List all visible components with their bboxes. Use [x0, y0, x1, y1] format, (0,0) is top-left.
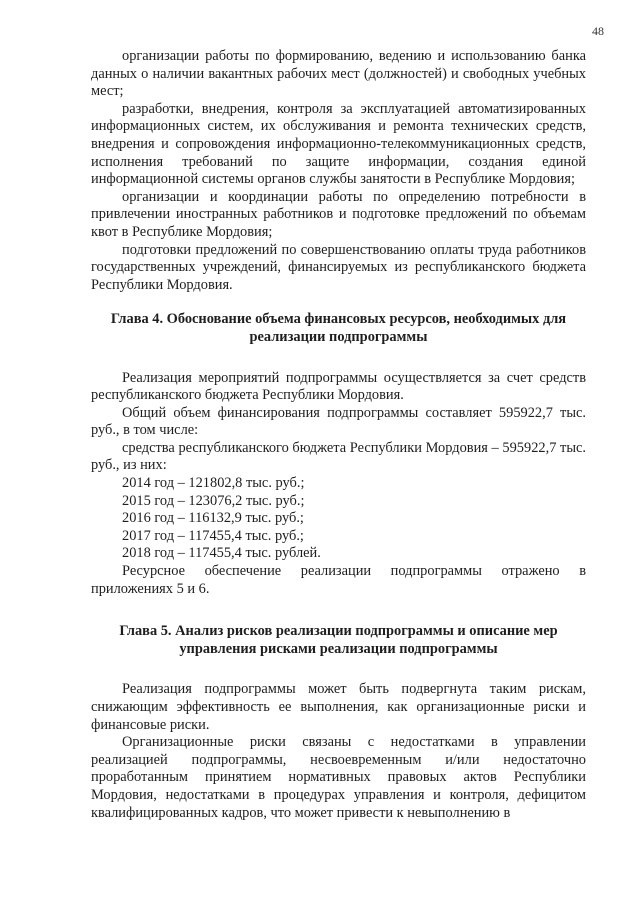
- chapter5-paragraph-1: Реализация подпрограммы может быть подвергнута таким рискам, снижающим эффективность ее выполнения, как организационные риски и финансовые риски.: [91, 681, 586, 733]
- funding-by-year-list: [91, 475, 586, 563]
- chapter4-heading: [91, 311, 586, 346]
- chapter4-heading-line2: реализации подпрограммы: [249, 328, 428, 345]
- chapter4-total: Общий объем финансирования подпрограммы составляет 595922,7 тыс. руб., в том числе:: [91, 404, 586, 439]
- funding-year-2016: 2016 год – 116132,9 тыс. руб.;: [122, 510, 304, 527]
- chapter5-heading-line1: Глава 5. Анализ рисков реализации подпрограммы и описание мер: [119, 623, 558, 640]
- chapter4-intro: Реализация мероприятий подпрограммы осуществляется за счет средств республиканского бюджета Республики Мордовия.: [91, 369, 586, 404]
- top-paragraph-1: организации работы по формированию, ведению и использованию банка данных о наличии вакантных рабочих мест (должностей) и свободных учебных мест;: [91, 48, 586, 100]
- chapter5-heading: [91, 623, 586, 658]
- funding-year-2017: 2017 год – 117455,4 тыс. руб.;: [122, 527, 304, 544]
- page-number: 48: [592, 24, 604, 38]
- top-paragraph-4: подготовки предложений по совершенствованию оплаты труда работников государственных учреждений, финансируемых из республиканского бюджета Республики Мордовия.: [91, 241, 586, 293]
- chapter4-heading-line1: Глава 4. Обоснование объема финансовых ресурсов, необходимых для: [110, 311, 567, 328]
- document-body: [91, 48, 586, 822]
- chapter5-heading-line2: управления рисками реализации подпрограммы: [179, 640, 498, 657]
- chapter5-paragraph-2: Организационные риски связаны с недостатками в управлении реализацией подпрограммы, несвоевременным и/или недостаточно проработанным принятием нормативных правовых актов Республики Мордовия, недостатками в процедурах управления и контроля, дефицитом квалифицированных кадров, что может привести к невыполнению в: [91, 734, 586, 821]
- funding-year-2015: 2015 год – 123076,2 тыс. руб.;: [122, 492, 305, 509]
- top-paragraph-3: организации и координации работы по определению потребности в привлечении иностранных работников и подготовке предложений по объемам квот в Республике Мордовия;: [91, 188, 586, 240]
- chapter4-resources: Ресурсное обеспечение реализации подпрограммы отражено в приложениях 5 и 6.: [91, 563, 586, 597]
- chapter4-budget: средства республиканского бюджета Республики Мордовия – 595922,7 тыс. руб., из них:: [91, 439, 586, 474]
- funding-year-2018: 2018 год – 117455,4 тыс. рублей.: [122, 545, 321, 562]
- funding-year-2014: 2014 год – 121802,8 тыс. руб.;: [122, 475, 305, 492]
- top-paragraph-2: разработки, внедрения, контроля за эксплуатацией автоматизированных информационных систем, их обслуживания и ремонта технических средств, внедрения и сопровождения информационно-телекоммуникационных средств, исполнения требований по защите информации, создания единой информационной системы органов службы занятости в Республике Мордовия;: [91, 100, 586, 188]
